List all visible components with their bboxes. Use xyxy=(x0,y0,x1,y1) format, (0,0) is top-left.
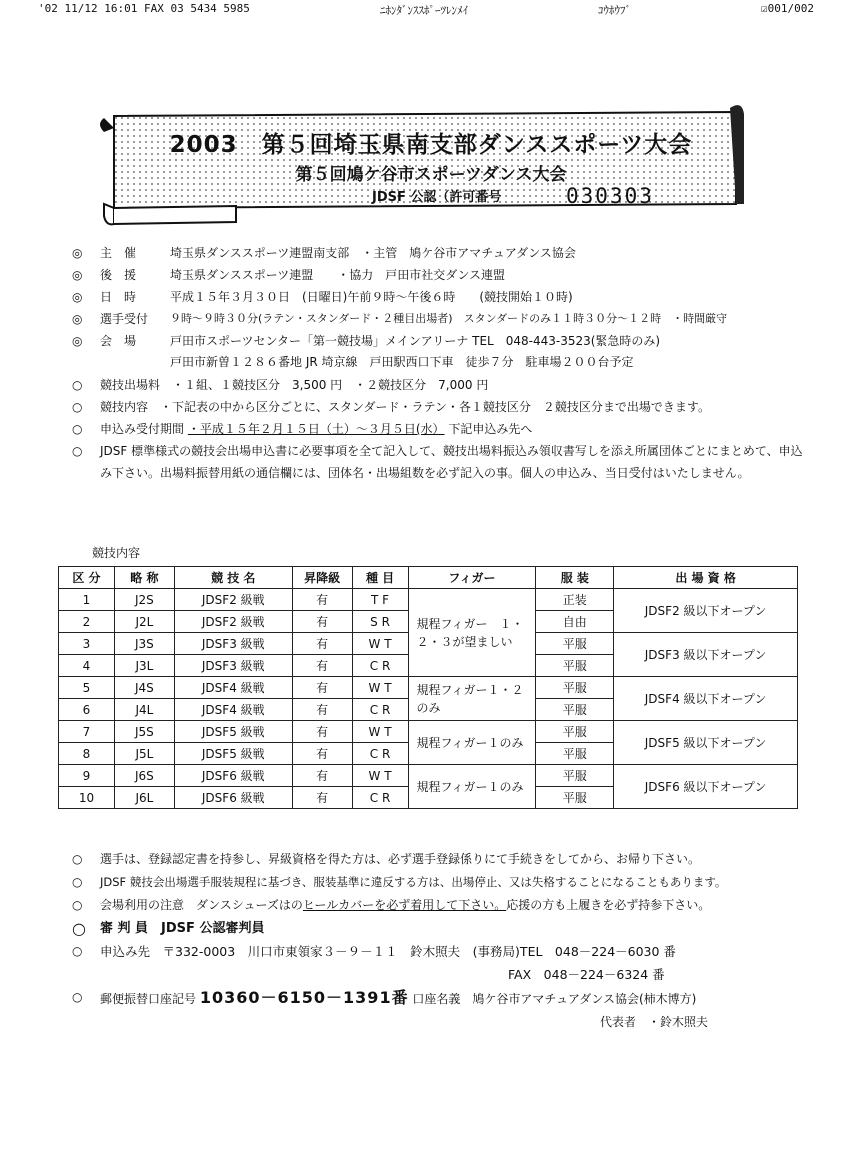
info-date xyxy=(72,286,812,308)
table-caption: 競技内容 xyxy=(92,546,141,560)
note-dress-code-text: JDSF 競技会出場選手服装規程に基づき、服装基準に違反する方は、出場停止、又は失格することになることもあります。 xyxy=(100,875,727,889)
info-support xyxy=(72,264,812,286)
header-name: 競 技 名 xyxy=(174,567,292,589)
period-label: 申込み受付期間 xyxy=(100,422,185,436)
info-fee xyxy=(72,374,812,396)
cell-dress: 平服 xyxy=(536,699,614,721)
circle-icon: ○ xyxy=(72,919,86,938)
cell-name: JDSF3 級戦 xyxy=(174,633,292,655)
double-circle-icon: ◎ xyxy=(72,290,83,304)
date-label: 日 時 xyxy=(100,290,137,304)
period-tail: 下記申込み先へ xyxy=(448,422,533,436)
double-circle-icon: ◎ xyxy=(72,334,83,348)
cell-dress: 平服 xyxy=(536,787,614,809)
title-banner xyxy=(96,104,748,228)
cell-dress: 平服 xyxy=(536,677,614,699)
cell-abbr: J5S xyxy=(114,721,174,743)
cell-no: 8 xyxy=(59,743,115,765)
note-venue-use xyxy=(72,894,832,917)
note-venue-use-a: 会場利用の注意 ダンスシューズはの xyxy=(100,898,303,912)
host-label: 主 催 xyxy=(100,246,137,260)
cell-name: JDSF2 級戦 xyxy=(174,589,292,611)
cell-dress: 平服 xyxy=(536,743,614,765)
jdsf-note-value: JDSF 標準様式の競技会出場申込書に必要事項を全て記入して、競技出場料振込み領収書写しを添え所属団体ごとにまとめて、申込み下さい。出場料振替用紙の通信欄には、団体名・出場組数を必ず記入の事。個人の申込み、当日受付はいたしません。 xyxy=(100,444,803,480)
header-dress: 服 装 xyxy=(536,567,614,589)
cell-name: JDSF6 級戦 xyxy=(174,765,292,787)
cell-eligibility: JDSF2 級以下オープン xyxy=(614,589,798,633)
note-fax-text: FAX 048－224－6324 番 xyxy=(508,967,665,982)
approval-label: JDSF 公認（許可番号 xyxy=(372,190,502,205)
cell-eligibility: JDSF6 級以下オープン xyxy=(614,765,798,809)
cell-dress: 平服 xyxy=(536,721,614,743)
info-content xyxy=(72,396,812,418)
note-apply-text: 申込み先 〒332-0003 川口市東領家３－９－１１ 鈴木照夫 (事務局)TEL 048－224－6030 番 xyxy=(100,944,676,959)
note-registration-text: 選手は、登録認定書を持参し、昇級資格を得た方は、必ず選手登録係りにて手続きをしてから、お帰り下さい。 xyxy=(100,852,701,866)
cell-abbr: J6L xyxy=(114,787,174,809)
circle-icon: ○ xyxy=(72,400,83,414)
cell-name: JDSF3 級戦 xyxy=(174,655,292,677)
cell-abbr: J2S xyxy=(114,589,174,611)
cell-dress: 正装 xyxy=(536,589,614,611)
fax-page: ☑001/002 xyxy=(761,2,814,15)
cell-event: C R xyxy=(352,699,408,721)
representative-text: 代表者 ・鈴木照夫 xyxy=(600,1015,709,1029)
cell-abbr: J3L xyxy=(114,655,174,677)
banner-title: 2003 第５回埼玉県南支部ダンススポーツ大会 xyxy=(169,132,693,158)
note-postal xyxy=(72,986,832,1011)
cell-name: JDSF2 級戦 xyxy=(174,611,292,633)
cell-promo: 有 xyxy=(292,677,352,699)
cell-promo: 有 xyxy=(292,743,352,765)
period-value: ・平成１５年２月１５日（土）～３月５日(水） xyxy=(187,422,445,436)
fax-sender: ﾆﾎﾝﾀﾞﾝｽｽﾎﾟｰﾂﾚﾝﾒｲ xyxy=(379,4,468,17)
cell-promo: 有 xyxy=(292,655,352,677)
cell-name: JDSF4 級戦 xyxy=(174,677,292,699)
cell-event: W T xyxy=(352,765,408,787)
cell-event: C R xyxy=(352,743,408,765)
cell-figure: 規程フィガー１のみ xyxy=(408,721,536,765)
cell-promo: 有 xyxy=(292,611,352,633)
content-value: 競技内容 ・下記表の中から区分ごとに、スタンダード・ラテン・各１競技区分 ２競技区分まで出場できます。 xyxy=(100,400,710,414)
circle-icon: ○ xyxy=(72,990,83,1004)
cell-event: W T xyxy=(352,721,408,743)
cell-figure: 規程フィガー １・２・３が望ましい xyxy=(408,589,536,677)
approval-number: 030303 xyxy=(566,184,654,208)
cell-no: 6 xyxy=(59,699,115,721)
info-period xyxy=(72,418,812,440)
note-venue-use-b: ヒールカバーを必ず着用して下さい。 xyxy=(302,898,507,912)
table-row xyxy=(59,765,798,787)
header-division: 区 分 xyxy=(59,567,115,589)
circle-icon: ○ xyxy=(72,444,83,458)
cell-no: 5 xyxy=(59,677,115,699)
circle-icon: ○ xyxy=(72,378,83,392)
postal-name: 口座名義 鳩ケ谷市アマチュアダンス協会(柿木博方) xyxy=(412,992,697,1006)
cell-name: JDSF6 級戦 xyxy=(174,787,292,809)
cell-no: 1 xyxy=(59,589,115,611)
circle-icon: ○ xyxy=(72,852,83,866)
header-event: 種 目 xyxy=(352,567,408,589)
cell-event: C R xyxy=(352,655,408,677)
cell-event: S R xyxy=(352,611,408,633)
note-dress-code xyxy=(72,871,832,894)
cell-event: W T xyxy=(352,677,408,699)
cell-dress: 平服 xyxy=(536,655,614,677)
note-judges xyxy=(72,917,832,940)
circle-icon: ○ xyxy=(72,875,83,889)
cell-name: JDSF5 級戦 xyxy=(174,743,292,765)
support-value: 埼玉県ダンススポーツ連盟 ・協力 戸田市社交ダンス連盟 xyxy=(170,268,506,282)
note-venue-use-c: 応援の方も上履きを必ず持参下さい。 xyxy=(506,898,711,912)
postal-number: 10360－6150－1391番 xyxy=(199,988,409,1007)
cell-eligibility: JDSF4 級以下オープン xyxy=(614,677,798,721)
venue-address: 戸田市新曽１２８６番地 JR 埼京線 戸田駅西口下車 徒歩７分 駐車場２００台予定 xyxy=(170,355,634,369)
cell-promo: 有 xyxy=(292,787,352,809)
circle-icon: ○ xyxy=(72,898,83,912)
cell-figure: 規程フィガー１のみ xyxy=(408,765,536,809)
note-apply xyxy=(72,940,832,963)
cell-dress: 平服 xyxy=(536,633,614,655)
note-fax xyxy=(72,963,832,986)
cell-promo: 有 xyxy=(292,721,352,743)
double-circle-icon: ◎ xyxy=(72,312,83,326)
postal-label: 郵便振替口座記号 xyxy=(100,992,197,1006)
fee-value: 競技出場料 ・１組、１競技区分 3,500 円 ・２競技区分 7,000 円 xyxy=(100,378,489,392)
header-figure: フィガー xyxy=(408,567,536,589)
cell-abbr: J5L xyxy=(114,743,174,765)
cell-no: 9 xyxy=(59,765,115,787)
event-info xyxy=(72,242,812,484)
table-row xyxy=(59,677,798,699)
table-header-row xyxy=(59,567,798,589)
competition-table xyxy=(58,566,798,809)
note-representative xyxy=(72,1011,832,1034)
banner-subtitle: 第５回鳩ケ谷市スポーツダンス大会 xyxy=(295,165,567,185)
venue-label: 会 場 xyxy=(100,334,137,348)
cell-abbr: J3S xyxy=(114,633,174,655)
cell-dress: 平服 xyxy=(536,765,614,787)
double-circle-icon: ◎ xyxy=(72,246,83,260)
fax-datetime: '02 11/12 16:01 FAX 03 5434 5985 xyxy=(38,2,250,15)
reception-value: ９時～９時３０分(ラテン・スタンダード・２種目出場者) スタンダードのみ１１時３０分～１２時 ・時間厳守 xyxy=(170,312,728,325)
venue-value: 戸田市スポーツセンター「第一競技場」メインアリーナ TEL 048-443-3523(緊急時のみ) xyxy=(170,334,661,348)
host-value: 埼玉県ダンススポーツ連盟南支部 ・主管 鳩ケ谷市アマチュアダンス協会 xyxy=(170,246,576,260)
cell-abbr: J6S xyxy=(114,765,174,787)
fax-receiver: ｺｳﾎｳﾌﾞ xyxy=(597,4,631,17)
support-label: 後 援 xyxy=(100,268,137,282)
cell-promo: 有 xyxy=(292,633,352,655)
cell-eligibility: JDSF3 級以下オープン xyxy=(614,633,798,677)
cell-figure: 規程フィガー１・２のみ xyxy=(408,677,536,721)
circle-icon: ○ xyxy=(72,944,83,958)
cell-promo: 有 xyxy=(292,589,352,611)
reception-label: 選手受付 xyxy=(100,312,149,326)
cell-no: 4 xyxy=(59,655,115,677)
info-reception xyxy=(72,308,812,330)
header-eligibility: 出 場 資 格 xyxy=(614,567,798,589)
cell-event: W T xyxy=(352,633,408,655)
cell-promo: 有 xyxy=(292,699,352,721)
cell-promo: 有 xyxy=(292,765,352,787)
table-row xyxy=(59,589,798,611)
cell-event: C R xyxy=(352,787,408,809)
note-judges-text: 審 判 員 JDSF 公認審判員 xyxy=(100,921,265,936)
note-registration xyxy=(72,848,832,871)
double-circle-icon: ◎ xyxy=(72,268,83,282)
notes xyxy=(72,848,832,1034)
cell-no: 2 xyxy=(59,611,115,633)
cell-no: 10 xyxy=(59,787,115,809)
info-host xyxy=(72,242,812,264)
info-venue xyxy=(72,330,812,352)
cell-no: 3 xyxy=(59,633,115,655)
info-jdsf-note xyxy=(72,440,812,484)
cell-name: JDSF5 級戦 xyxy=(174,721,292,743)
cell-eligibility: JDSF5 級以下オープン xyxy=(614,721,798,765)
cell-name: JDSF4 級戦 xyxy=(174,699,292,721)
cell-event: T F xyxy=(352,589,408,611)
circle-icon: ○ xyxy=(72,422,83,436)
header-promotion: 昇降級 xyxy=(292,567,352,589)
cell-no: 7 xyxy=(59,721,115,743)
table-row xyxy=(59,721,798,743)
date-value: 平成１５年３月３０日 (日曜日)午前９時～午後６時 (競技開始１０時) xyxy=(170,290,573,304)
cell-dress: 自由 xyxy=(536,611,614,633)
cell-abbr: J4L xyxy=(114,699,174,721)
header-abbr: 略 称 xyxy=(114,567,174,589)
cell-abbr: J2L xyxy=(114,611,174,633)
cell-abbr: J4S xyxy=(114,677,174,699)
fax-header xyxy=(38,2,814,16)
